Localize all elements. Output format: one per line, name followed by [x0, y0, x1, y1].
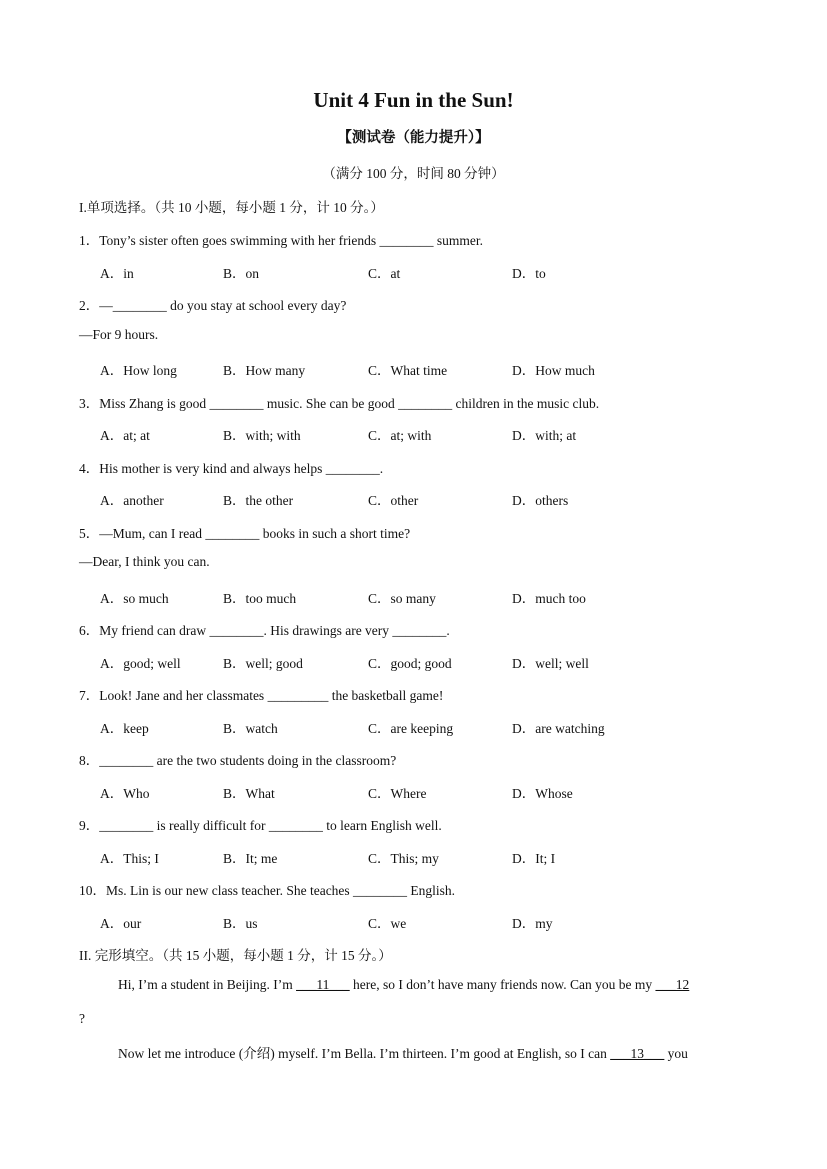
answer-option: A．so much: [100, 590, 169, 606]
answer-option: A．keep: [100, 720, 149, 736]
answer-option: C．What time: [368, 363, 448, 378]
answer-option: A．How long: [100, 363, 177, 378]
answer-option: D．How much: [512, 363, 595, 378]
section2-heading: II. 完形填空。（共 15 小题，每小题 1 分，计 15 分。）: [79, 948, 392, 963]
question-answer-line: —Dear, I think you can.: [79, 554, 210, 569]
cloze-paragraph-2: [118, 1042, 688, 1062]
answer-option: B．well; good: [223, 655, 303, 671]
question-stem: 7．Look! Jane and her classmates _________ the basketball game!: [79, 688, 444, 703]
answer-option: A．This; I: [100, 850, 159, 866]
question-stem: 8．________ are the two students doing in the classroom?: [79, 753, 397, 768]
question-stem: 3．Miss Zhang is good ________ music. She can be good ________ children in the music club.: [79, 395, 600, 411]
answer-option: C．Where: [368, 785, 427, 801]
answer-option: A．Who: [100, 785, 150, 801]
answer-option: D．others: [512, 493, 569, 508]
cloze-blank: ___12: [655, 977, 690, 992]
answer-option: B．on: [223, 265, 260, 281]
answer-option: B．the other: [223, 493, 294, 508]
question-stem: 6．My friend can draw ________. His drawings are very ________.: [79, 623, 450, 638]
question-stem: 5．—Mum, can I read ________ books in such a short time?: [79, 525, 411, 541]
answer-option: D．to: [512, 265, 546, 281]
answer-option: B．What: [223, 785, 275, 801]
cloze-text: here, so I don’t have many friends now. Can you be my: [349, 977, 656, 992]
answer-option: B．too much: [223, 590, 297, 606]
cloze-text: you: [664, 1046, 688, 1061]
cloze-paragraph-1: [118, 977, 689, 993]
answer-option: C．at: [368, 265, 401, 281]
cloze-text: Now let me introduce (介绍) myself. I’m Bella. I’m thirteen. I’m good at English, so I can: [118, 1046, 611, 1061]
cloze-blank: ___11___: [296, 977, 350, 992]
answer-option: D．are watching: [512, 720, 605, 736]
question-answer-line: —For 9 hours.: [79, 326, 159, 342]
cloze-blank: ___13___: [610, 1046, 665, 1061]
page-subtitle: 【测试卷（能力提升）】: [337, 130, 490, 146]
answer-option: D．It; I: [512, 850, 556, 866]
question-stem: 4．His mother is very kind and always helps ________.: [79, 460, 384, 476]
page-title: Unit 4 Fun in the Sun!: [313, 88, 514, 112]
section1-heading: I.单项选择。（共 10 小题，每小题 1 分，计 10 分。）: [79, 200, 384, 215]
answer-option: C．are keeping: [368, 720, 454, 736]
answer-option: D．much too: [512, 590, 586, 606]
score-time-note: （满分 100 分，时间 80 分钟）: [322, 166, 505, 181]
answer-option: C．good; good: [368, 655, 452, 671]
question-stem: 9．________ is really difficult for ________ to learn English well.: [79, 818, 442, 833]
answer-option: B．us: [223, 915, 258, 931]
answer-option: C．at; with: [368, 428, 432, 443]
question-stem: 2．—________ do you stay at school every day?: [79, 298, 347, 313]
answer-option: D．Whose: [512, 785, 573, 801]
answer-option: C．so many: [368, 590, 436, 606]
answer-option: A．another: [100, 493, 164, 508]
answer-option: B．How many: [223, 363, 306, 378]
answer-option: C．This; my: [368, 850, 439, 866]
answer-option: C．other: [368, 493, 419, 508]
answer-option: C．we: [368, 915, 407, 931]
answer-option: B．with; with: [223, 428, 301, 443]
answer-option: B．watch: [223, 720, 278, 736]
answer-option: B．It; me: [223, 850, 278, 866]
question-stem: 10．Ms. Lin is our new class teacher. She teaches ________ English.: [79, 883, 456, 898]
answer-option: D．well; well: [512, 655, 589, 671]
cloze-paragraph-1-end: ?: [79, 1011, 85, 1026]
answer-option: A．in: [100, 265, 134, 281]
answer-option: D．with; at: [512, 428, 577, 443]
answer-option: A．our: [100, 915, 142, 931]
answer-option: A．at; at: [100, 428, 150, 443]
answer-option: D．my: [512, 915, 553, 931]
cloze-text: Hi, I’m a student in Beijing. I’m: [118, 977, 297, 992]
question-stem: 1．Tony’s sister often goes swimming with her friends ________ summer.: [79, 233, 484, 248]
answer-option: A．good; well: [100, 655, 181, 671]
